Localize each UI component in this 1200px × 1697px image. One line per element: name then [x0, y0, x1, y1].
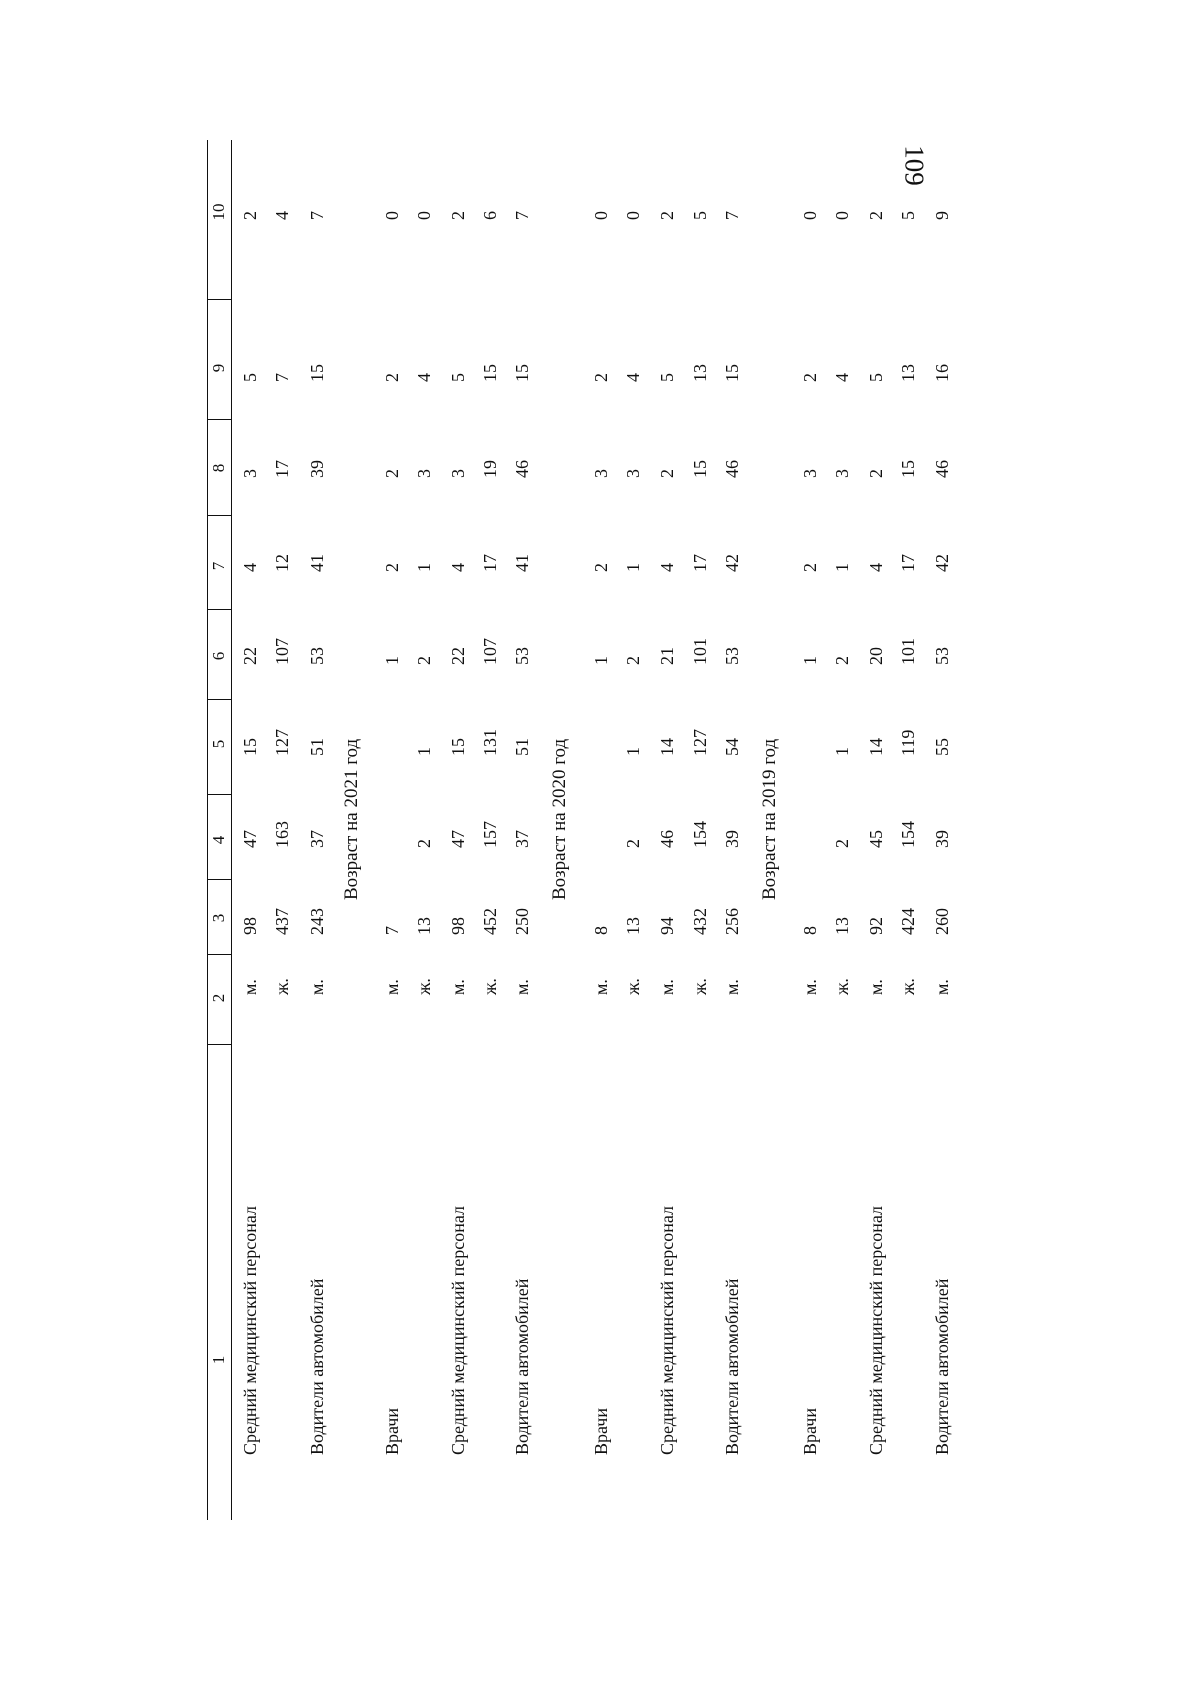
header-col-8: 8 [209, 463, 228, 473]
row-value-col-7: 2 [591, 563, 611, 572]
row-value-col-9: 4 [832, 373, 852, 382]
row-value-col-4: 47 [240, 830, 260, 848]
row-value-col-9: 2 [800, 373, 820, 382]
row-sex: м. [722, 979, 742, 995]
row-value-col-5: 131 [480, 729, 500, 756]
row-value-col-10: 2 [866, 211, 886, 220]
row-label: Водители автомобилей [722, 1278, 742, 1455]
row-value-col-10: 7 [512, 211, 532, 220]
rotated-table [207, 140, 1041, 1520]
row-value-col-10: 4 [272, 211, 292, 220]
row-value-col-7: 41 [307, 554, 327, 572]
row-value-col-3: 94 [657, 917, 677, 935]
row-value-col-3: 92 [866, 917, 886, 935]
row-value-col-4: 163 [272, 821, 292, 848]
row-value-col-4: 2 [414, 839, 434, 848]
row-value-col-6: 22 [448, 647, 468, 665]
row-sex: ж. [414, 978, 434, 995]
row-value-col-10: 5 [898, 211, 918, 220]
row-value-col-3: 13 [832, 917, 852, 935]
row-label: Водители автомобилей [307, 1278, 327, 1455]
row-value-col-5: 119 [898, 729, 918, 756]
row-value-col-8: 3 [832, 469, 852, 478]
row-value-col-6: 1 [382, 656, 402, 665]
row-value-col-4: 2 [623, 839, 643, 848]
row-value-col-3: 437 [272, 908, 292, 935]
row-value-col-7: 2 [382, 563, 402, 572]
row-value-col-10: 6 [480, 211, 500, 220]
row-value-col-4: 37 [512, 830, 532, 848]
row-value-col-8: 3 [414, 469, 434, 478]
row-value-col-6: 2 [623, 656, 643, 665]
row-value-col-7: 1 [414, 563, 434, 572]
row-value-col-10: 0 [832, 211, 852, 220]
row-value-col-4: 154 [690, 821, 710, 848]
row-value-col-3: 432 [690, 908, 710, 935]
row-value-col-6: 2 [832, 656, 852, 665]
row-sex: м. [657, 979, 677, 995]
row-value-col-7: 17 [690, 554, 710, 572]
row-value-col-10: 0 [382, 211, 402, 220]
row-value-col-3: 243 [307, 908, 327, 935]
row-value-col-8: 3 [623, 469, 643, 478]
row-value-col-7: 4 [866, 563, 886, 572]
row-value-col-9: 15 [307, 364, 327, 382]
row-label: Средний медицинский персонал [866, 1205, 886, 1455]
row-label: Врачи [591, 1408, 611, 1455]
row-value-col-9: 7 [272, 373, 292, 382]
row-value-col-8: 15 [690, 460, 710, 478]
row-value-col-3: 8 [800, 926, 820, 935]
row-value-col-5: 1 [832, 747, 852, 756]
row-value-col-10: 0 [591, 211, 611, 220]
row-value-col-3: 8 [591, 926, 611, 935]
header-col-7: 7 [209, 561, 228, 571]
row-value-col-6: 107 [272, 638, 292, 665]
row-value-col-6: 21 [657, 647, 677, 665]
row-value-col-9: 2 [591, 373, 611, 382]
row-value-col-7: 4 [240, 563, 260, 572]
section-title: Возраст на 2020 год [549, 738, 570, 900]
row-sex: м. [866, 979, 886, 995]
row-value-col-9: 5 [866, 373, 886, 382]
row-value-col-5: 14 [866, 738, 886, 756]
row-value-col-3: 13 [414, 917, 434, 935]
row-value-col-3: 98 [448, 917, 468, 935]
row-value-col-4: 157 [480, 821, 500, 848]
row-value-col-8: 3 [591, 469, 611, 478]
row-value-col-4: 47 [448, 830, 468, 848]
row-value-col-9: 16 [932, 364, 952, 382]
row-sex: ж. [623, 978, 643, 995]
row-value-col-10: 2 [240, 211, 260, 220]
row-value-col-9: 4 [414, 373, 434, 382]
row-value-col-10: 2 [448, 211, 468, 220]
header-separator [207, 299, 231, 300]
row-sex: м. [512, 979, 532, 995]
row-value-col-4: 37 [307, 830, 327, 848]
row-value-col-5: 14 [657, 738, 677, 756]
row-value-col-5: 51 [307, 738, 327, 756]
row-value-col-3: 424 [898, 908, 918, 935]
row-value-col-5: 55 [932, 738, 952, 756]
row-value-col-6: 2 [414, 656, 434, 665]
row-value-col-9: 5 [657, 373, 677, 382]
header-col-6: 6 [209, 651, 228, 661]
row-value-col-6: 53 [722, 647, 742, 665]
row-value-col-10: 5 [690, 211, 710, 220]
row-value-col-7: 41 [512, 554, 532, 572]
header-separator [207, 699, 231, 700]
row-value-col-8: 2 [866, 469, 886, 478]
row-sex: м. [307, 979, 327, 995]
row-value-col-8: 15 [898, 460, 918, 478]
row-value-col-10: 7 [722, 211, 742, 220]
row-value-col-8: 2 [657, 469, 677, 478]
row-value-col-5: 15 [240, 738, 260, 756]
row-value-col-4: 2 [832, 839, 852, 848]
header-separator [207, 794, 231, 795]
row-value-col-10: 0 [414, 211, 434, 220]
row-value-col-9: 4 [623, 373, 643, 382]
row-value-col-4: 154 [898, 821, 918, 848]
row-sex: м. [932, 979, 952, 995]
row-value-col-9: 2 [382, 373, 402, 382]
row-value-col-4: 45 [866, 830, 886, 848]
row-value-col-6: 53 [932, 647, 952, 665]
page-number: 109 [899, 145, 930, 186]
header-col-9: 9 [209, 363, 228, 373]
row-sex: ж. [480, 978, 500, 995]
row-value-col-6: 53 [307, 647, 327, 665]
header-col-4: 4 [209, 835, 228, 845]
row-value-col-6: 1 [591, 656, 611, 665]
row-value-col-4: 39 [932, 830, 952, 848]
row-value-col-5: 1 [414, 747, 434, 756]
table-header-rule [231, 140, 232, 1520]
row-value-col-10: 2 [657, 211, 677, 220]
row-label: Врачи [800, 1408, 820, 1455]
row-value-col-6: 1 [800, 656, 820, 665]
row-value-col-7: 17 [898, 554, 918, 572]
row-value-col-9: 5 [448, 373, 468, 382]
row-value-col-6: 22 [240, 647, 260, 665]
row-value-col-7: 1 [623, 563, 643, 572]
row-value-col-3: 13 [623, 917, 643, 935]
row-value-col-8: 3 [448, 469, 468, 478]
row-label: Водители автомобилей [932, 1278, 952, 1455]
row-value-col-10: 0 [623, 211, 643, 220]
row-value-col-9: 13 [690, 364, 710, 382]
row-value-col-10: 9 [932, 211, 952, 220]
header-separator [207, 879, 231, 880]
row-value-col-5: 15 [448, 738, 468, 756]
row-value-col-7: 17 [480, 554, 500, 572]
row-sex: ж. [272, 978, 292, 995]
row-value-col-4: 46 [657, 830, 677, 848]
row-value-col-9: 15 [480, 364, 500, 382]
row-value-col-3: 7 [382, 926, 402, 935]
row-sex: м. [448, 979, 468, 995]
row-value-col-8: 46 [512, 460, 532, 478]
row-value-col-3: 256 [722, 908, 742, 935]
row-value-col-9: 13 [898, 364, 918, 382]
section-title: Возраст на 2019 год [759, 738, 780, 900]
row-value-col-8: 39 [307, 460, 327, 478]
row-value-col-5: 51 [512, 738, 532, 756]
row-value-col-7: 42 [722, 554, 742, 572]
row-value-col-10: 7 [307, 211, 327, 220]
row-value-col-7: 4 [657, 563, 677, 572]
row-label: Водители автомобилей [512, 1278, 532, 1455]
row-value-col-5: 127 [690, 729, 710, 756]
row-value-col-8: 46 [932, 460, 952, 478]
header-separator [207, 515, 231, 516]
row-value-col-6: 53 [512, 647, 532, 665]
row-sex: ж. [832, 978, 852, 995]
section-title: Возраст на 2021 год [341, 738, 362, 900]
row-label: Врачи [382, 1408, 402, 1455]
row-label: Средний медицинский персонал [448, 1205, 468, 1455]
row-value-col-6: 101 [898, 638, 918, 665]
row-label: Средний медицинский персонал [240, 1205, 260, 1455]
row-value-col-5: 1 [623, 747, 643, 756]
row-value-col-7: 12 [272, 554, 292, 572]
row-value-col-7: 4 [448, 563, 468, 572]
row-sex: м. [800, 979, 820, 995]
row-value-col-5: 54 [722, 738, 742, 756]
row-value-col-3: 452 [480, 908, 500, 935]
row-value-col-8: 2 [382, 469, 402, 478]
row-value-col-7: 1 [832, 563, 852, 572]
header-separator [207, 954, 231, 955]
row-value-col-4: 39 [722, 830, 742, 848]
row-value-col-8: 3 [800, 469, 820, 478]
row-value-col-8: 17 [272, 460, 292, 478]
header-col-5: 5 [209, 739, 228, 749]
header-separator [207, 1044, 231, 1045]
row-sex: ж. [690, 978, 710, 995]
row-value-col-3: 98 [240, 917, 260, 935]
header-col-1: 1 [209, 1355, 228, 1365]
row-value-col-3: 250 [512, 908, 532, 935]
header-col-3: 3 [209, 913, 228, 923]
row-value-col-6: 101 [690, 638, 710, 665]
header-separator [207, 419, 231, 420]
header-col-2: 2 [209, 993, 228, 1003]
row-value-col-7: 2 [800, 563, 820, 572]
row-value-col-3: 260 [932, 908, 952, 935]
header-col-10: 10 [209, 203, 228, 221]
header-separator [207, 609, 231, 610]
row-value-col-7: 42 [932, 554, 952, 572]
row-value-col-5: 127 [272, 729, 292, 756]
row-value-col-8: 3 [240, 469, 260, 478]
row-value-col-8: 46 [722, 460, 742, 478]
row-value-col-6: 107 [480, 638, 500, 665]
row-value-col-9: 15 [512, 364, 532, 382]
row-value-col-8: 19 [480, 460, 500, 478]
row-value-col-6: 20 [866, 647, 886, 665]
row-value-col-10: 0 [800, 211, 820, 220]
row-sex: ж. [898, 978, 918, 995]
row-value-col-9: 15 [722, 364, 742, 382]
row-sex: м. [240, 979, 260, 995]
row-sex: м. [382, 979, 402, 995]
row-sex: м. [591, 979, 611, 995]
row-label: Средний медицинский персонал [657, 1205, 677, 1455]
row-value-col-9: 5 [240, 373, 260, 382]
